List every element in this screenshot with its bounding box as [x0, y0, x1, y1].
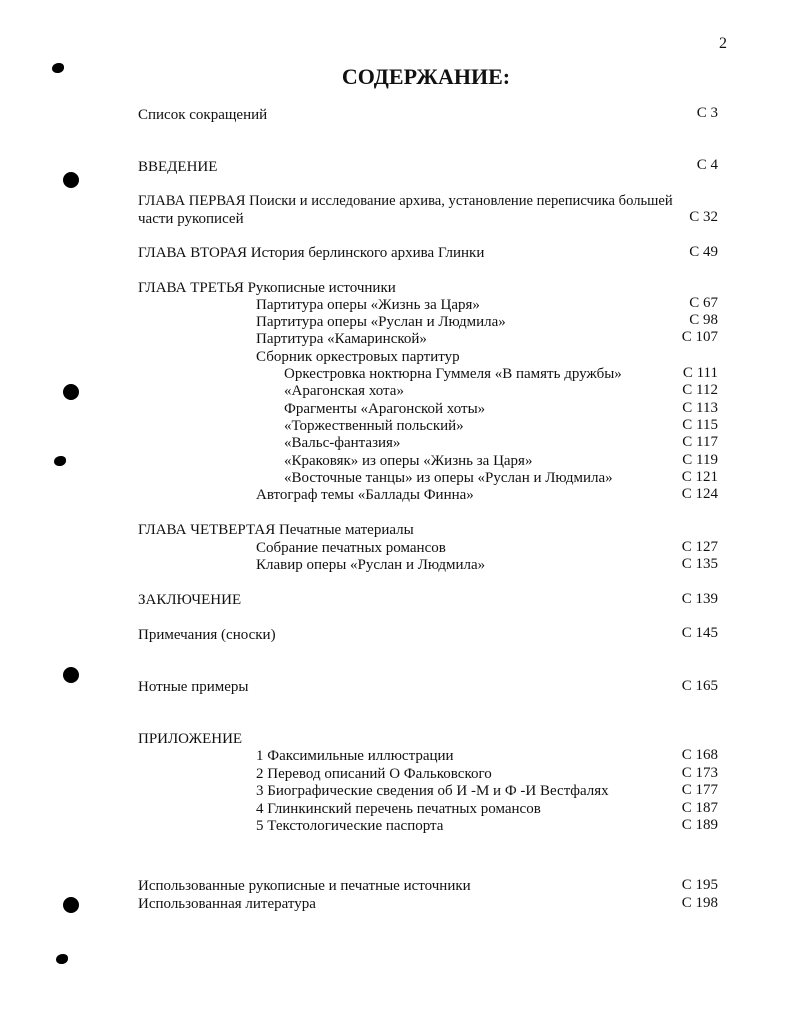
- toc-subheading: Сборник оркестровых партитур: [256, 349, 460, 365]
- toc-entry-page: С 135: [681, 556, 718, 572]
- toc-entry-text: Клавир оперы «Руслан и Людмила»: [256, 557, 486, 573]
- toc-entry-page: С 177: [681, 782, 718, 798]
- toc-entry-page: С 67: [689, 295, 718, 311]
- toc-entry-page: С 187: [681, 800, 718, 816]
- toc-entry-page: С 32: [689, 209, 718, 225]
- toc-entry-text: «Восточные танцы» из оперы «Руслан и Людмила»: [284, 470, 613, 486]
- toc-entry-text: Примечания (сноски): [138, 627, 276, 643]
- toc-entry-page: С 4: [696, 157, 718, 173]
- toc-entry-page: С 173: [681, 765, 718, 781]
- toc-entry-page: С 189: [681, 817, 718, 833]
- toc-entry-text: Собрание печатных романсов: [256, 540, 446, 556]
- toc-entry-text: части рукописей: [138, 211, 244, 227]
- binder-hole: [63, 172, 79, 188]
- toc-entry-text: 3 Биографические сведения об И -М и Ф -И Вестфалях: [256, 783, 609, 799]
- toc-entry-text: Использованные рукописные и печатные источники: [138, 878, 471, 894]
- toc-entry-page: С 98: [689, 312, 718, 328]
- toc-entry-text: 2 Перевод описаний О Фальковского: [256, 766, 492, 782]
- toc-entry-page: С 165: [681, 678, 718, 694]
- toc-entry-page: С 168: [681, 747, 718, 763]
- ink-blot: [54, 456, 66, 466]
- ink-blot: [56, 954, 68, 964]
- toc-chapter-heading: ГЛАВА ТРЕТЬЯ Рукописные источники: [138, 280, 396, 296]
- page-title: СОДЕРЖАНИЕ:: [341, 64, 511, 89]
- toc-entry-text: Автограф темы «Баллады Финна»: [256, 487, 474, 503]
- toc-entry-text: «Краковяк» из оперы «Жизнь за Царя»: [284, 453, 533, 469]
- toc-entry-text: Использованная литература: [138, 896, 316, 912]
- toc-entry-text: «Арагонская хота»: [284, 383, 404, 399]
- toc-entry-text: Оркестровка ноктюрна Гуммеля «В память дружбы»: [284, 366, 622, 382]
- toc-entry-page: С 112: [682, 382, 718, 398]
- toc-chapter-heading: ГЛАВА ПЕРВАЯ Поиски и исследование архива, установление переписчика большей: [138, 193, 673, 209]
- toc-entry-text: Фрагменты «Арагонской хоты»: [284, 401, 486, 417]
- toc-entry-page: С 195: [681, 877, 718, 893]
- toc-entry-page: С 124: [681, 486, 718, 502]
- toc-entry-text: «Вальс-фантазия»: [284, 435, 401, 451]
- toc-entry-page: С 3: [696, 105, 718, 121]
- toc-entry-page: С 49: [689, 244, 718, 260]
- toc-entry-page: С 145: [681, 625, 718, 641]
- toc-entry-page: С 119: [682, 452, 718, 468]
- toc-entry-text: 5 Текстологические паспорта: [256, 818, 444, 834]
- toc-entry-page: С 121: [681, 469, 718, 485]
- binder-hole: [63, 897, 79, 913]
- toc-entry-text: Список сокращений: [138, 107, 268, 123]
- toc-entry-text: Партитура оперы «Руслан и Людмила»: [256, 314, 506, 330]
- toc-entry-page: С 139: [681, 591, 718, 607]
- page-number: 2: [719, 35, 727, 52]
- toc-entry-text: 1 Факсимильные иллюстрации: [256, 748, 454, 764]
- toc-entry-text: Партитура «Камаринской»: [256, 331, 427, 347]
- toc-entry-page: С 111: [682, 365, 718, 381]
- toc-entry-page: С 127: [681, 539, 718, 555]
- toc-chapter-heading: ГЛАВА ВТОРАЯ История берлинского архива Глинки: [138, 245, 485, 261]
- toc-entry-text: Партитура оперы «Жизнь за Царя»: [256, 297, 480, 313]
- toc-entry-text: ВВЕДЕНИЕ: [138, 159, 218, 175]
- binder-hole: [63, 384, 79, 400]
- toc-entry-page: С 113: [682, 400, 718, 416]
- toc-entry-text: Нотные примеры: [138, 679, 249, 695]
- toc-chapter-heading: ГЛАВА ЧЕТВЕРТАЯ Печатные материалы: [138, 522, 414, 538]
- toc-entry-page: С 198: [681, 895, 718, 911]
- binder-hole: [63, 667, 79, 683]
- toc-entry-page: С 115: [682, 417, 718, 433]
- toc-entry-text: ЗАКЛЮЧЕНИЕ: [138, 592, 242, 608]
- toc-entry-page: С 117: [682, 434, 718, 450]
- toc-entry-text: 4 Глинкинский перечень печатных романсов: [256, 801, 541, 817]
- toc-entry-text: «Торжественный польский»: [284, 418, 464, 434]
- toc-entry-page: С 107: [681, 329, 718, 345]
- toc-chapter-heading: ПРИЛОЖЕНИЕ: [138, 731, 243, 747]
